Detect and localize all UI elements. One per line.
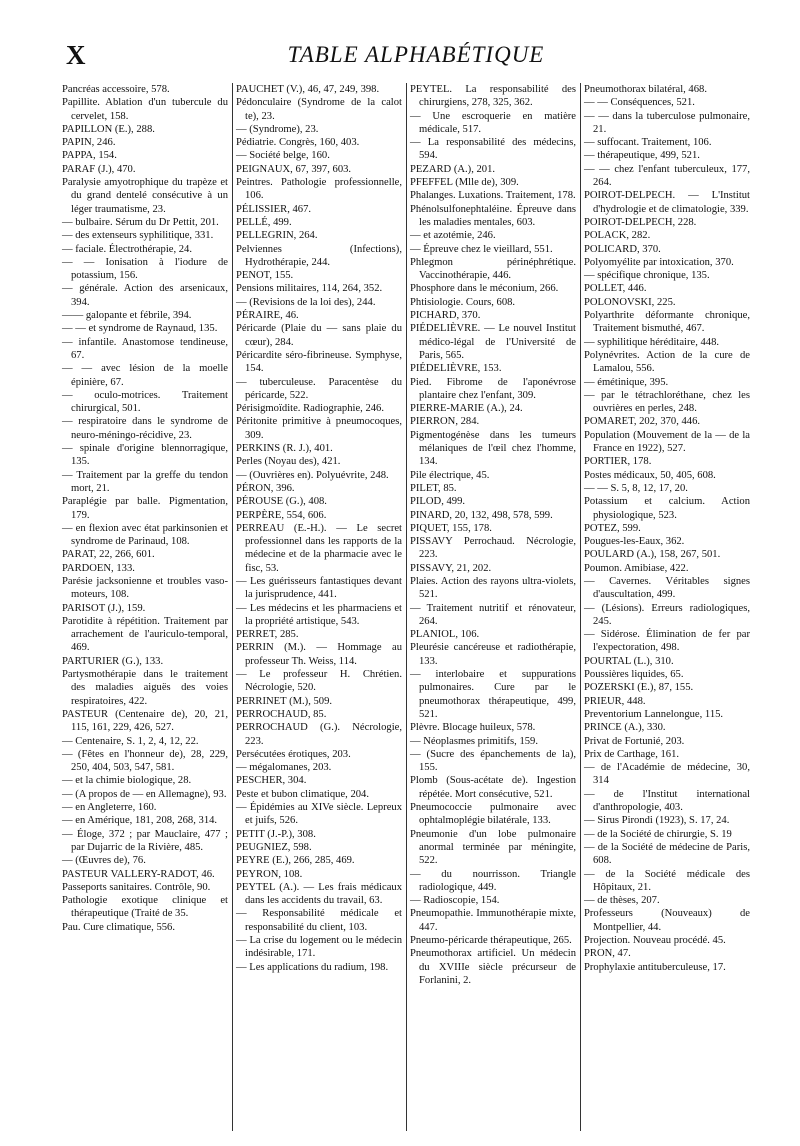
index-entry: Poumon. Amibiase, 422.: [584, 562, 689, 574]
index-entry: — La responsabilité des médecins, 594.: [410, 137, 576, 162]
index-entry: PÉLISSIER, 467.: [236, 203, 312, 215]
index-entry: PÉRAIRE, 46.: [236, 310, 299, 322]
index-entry: — Les guérisseurs fantastiques devant la jurisprudence, 441.: [236, 575, 402, 601]
index-entry: — Épreuve chez le vieillard, 551.: [410, 243, 553, 255]
index-entry: — syphilitique héréditaire, 448.: [584, 336, 720, 348]
index-entry: POLACK, 282.: [584, 230, 651, 242]
index-entry: PARISOT (J.), 159.: [62, 602, 146, 614]
index-entry: — — avec lésion de la moelle épinière, 67.: [62, 363, 228, 388]
index-entry: Pau. Cure climatique, 556.: [62, 921, 175, 933]
index-entry: Potassium et calcium. Action physiologique, 523.: [584, 496, 750, 521]
index-entry: Pneumothorax bilatéral, 468.: [584, 84, 707, 95]
index-entry: — (Œuvres de), 76.: [62, 855, 146, 867]
index-entry: — thérapeutique, 499, 521.: [584, 150, 700, 162]
column-divider: [232, 83, 233, 1131]
index-entry: PIERRE-MARIE (A.), 24.: [410, 403, 523, 415]
index-entry: PISSAVY Perrochaud. Nécrologie, 223.: [410, 536, 576, 561]
index-entry: — (Syndrome), 23.: [236, 123, 319, 135]
index-entry: — (Ouvrières en). Polyuévrite, 248.: [236, 469, 389, 481]
index-entry: POZERSKI (E.), 87, 155.: [584, 682, 694, 694]
index-entry: PESCHER, 304.: [236, 775, 307, 787]
index-entry: — générale. Action des arsenicaux, 394.: [62, 283, 228, 308]
index-entry: — Les médecins et les pharmaciens et la propriété artistique, 543.: [236, 602, 402, 627]
index-entry: PERRET, 285.: [236, 629, 299, 641]
index-entry: Pneumo-péricarde thérapeutique, 265.: [410, 935, 572, 946]
index-entry: Peste et bubon climatique, 204.: [236, 788, 369, 800]
index-entry: Pelviennes (Infections), Hydrothérapie, 244.: [236, 243, 402, 268]
index-entry: Perles (Noyau des), 421.: [236, 456, 341, 468]
index-entry: — en Amérique, 181, 208, 268, 314.: [62, 815, 218, 827]
index-entry: — par le tétrachloréthane, chez les ouvrières en perles, 248.: [584, 389, 750, 415]
index-entry: — (Sucre des épanchements de la), 155.: [410, 748, 576, 774]
index-entry: — — Conséquences, 521.: [584, 97, 695, 109]
index-entry: — (Lésions). Erreurs radiologiques, 245.: [584, 602, 750, 627]
index-entry: Pile électrique, 45.: [410, 469, 490, 481]
index-entry: PRON, 47.: [584, 948, 631, 960]
index-entry: — respiratoire dans le syndrome de neuro-méningo-récidive, 23.: [62, 416, 228, 441]
index-entry: — tuberculeuse. Paracentèse du péricarde, 522.: [236, 376, 402, 401]
index-entry: — en Angleterre, 160.: [62, 802, 157, 814]
index-entry: Prix de Carthage, 161.: [584, 748, 680, 760]
index-entry: Pédiatrie. Congrès, 160, 403.: [236, 137, 360, 149]
index-entry: PAUCHET (V.), 46, 47, 249, 398.: [236, 84, 380, 95]
index-entry: Peintres. Pathologie professionnelle, 106.: [236, 177, 402, 202]
index-entry: Pneumothorax artificiel. Un médecin du XVIIIe siècle précurseur de Forlanini, 2.: [410, 948, 576, 986]
index-entry: PORTIER, 178.: [584, 456, 652, 468]
index-entry: — Radioscopie, 154.: [410, 895, 500, 907]
index-entry: PEYRON, 108.: [236, 868, 303, 880]
index-entry: Plomb (Sous-acétate de). Ingestion répétée. Mort consécutive, 521.: [410, 775, 576, 800]
index-entry: — Néoplasmes primitifs, 159.: [410, 735, 538, 747]
index-entry: — et azotémie, 246.: [410, 230, 496, 242]
index-entry: — bulbaire. Sérum du Dr Pettit, 201.: [62, 216, 219, 228]
index-entry: PIÉDELIÈVRE. — Le nouvel Institut médico-légal de l'Université de Paris, 565.: [410, 323, 576, 361]
index-entry: — de la Société de médecine de Paris, 608.: [584, 841, 750, 867]
index-entry: — Responsabilité médicale et responsabilité du client, 103.: [236, 908, 402, 933]
index-entry: Polyomyélite par intoxication, 370.: [584, 256, 734, 268]
index-entry: — — S. 5, 8, 12, 17, 20.: [584, 482, 688, 494]
index-entry: Périsigmoïdite. Radiographie, 246.: [236, 403, 384, 415]
index-entry: PRINCE (A.), 330.: [584, 722, 666, 734]
index-entry: — Traitement par la greffe du tendon mort, 21.: [62, 469, 228, 494]
index-entry: Péricarde (Plaie du — sans plaie du cœur), 284.: [236, 323, 402, 348]
index-entry: Pneumonie d'un lobe pulmonaire anormal terminée par méningite, 522.: [410, 828, 576, 867]
index-entry: Polyarthrite déformante chronique, Traitement bismuthé, 467.: [584, 310, 750, 335]
index-entry: POLONOVSKI, 225.: [584, 296, 676, 308]
index-entry: — Éloge, 372 ; par Mauclaire, 477 ; par Dujarric de la Rivière, 485.: [62, 828, 228, 853]
index-entry: Pneumococcie pulmonaire avec ophtalmoplégie bilatérale, 133.: [410, 802, 576, 827]
index-entry: Poussières liquides, 65.: [584, 669, 684, 681]
index-entry: Phlegmon périnéphrétique. Vaccinothérapie, 446.: [410, 256, 576, 282]
index-entry: PASTEUR (Centenaire de), 20, 21, 115, 161, 229, 426, 527.: [62, 708, 228, 734]
running-title: TABLE ALPHABÉTIQUE: [287, 42, 545, 67]
index-entry: PILOD, 499.: [410, 496, 466, 508]
index-entry: PASTEUR VALLERY-RADOT, 46.: [62, 868, 215, 880]
index-entry: Passeports sanitaires. Contrôle, 90.: [62, 881, 211, 893]
index-columns: [62, 83, 772, 1133]
index-entry: Persécutées érotiques, 203.: [236, 748, 351, 760]
index-entry: PERROCHAUD, 85.: [236, 708, 327, 720]
index-entry: PARDOEN, 133.: [62, 562, 135, 574]
index-entry: Phosphore dans le méconium, 266.: [410, 283, 559, 295]
index-entry: Pensions militaires, 114, 264, 352.: [236, 283, 383, 295]
index-entry: Pied. Fibrome de l'aponévrose plantaire chez l'enfant, 309.: [410, 376, 576, 401]
index-entry: — du nourrisson. Triangle radiologique, 449.: [410, 868, 576, 893]
index-entry: POURTAL (L.), 310.: [584, 655, 674, 667]
index-entry: Projection. Nouveau procédé. 45.: [584, 935, 726, 946]
index-entry: PARAT, 22, 266, 601.: [62, 549, 155, 561]
index-entry: PIERRON, 284.: [410, 416, 480, 428]
index-entry: — de thèses, 207.: [584, 895, 660, 907]
index-entry: PEZARD (A.), 201.: [410, 163, 496, 175]
index-entry: PELLEGRIN, 264.: [236, 230, 318, 242]
index-entry: PARTURIER (G.), 133.: [62, 655, 164, 667]
index-entry: — spinale d'origine blennorragique, 135.: [62, 443, 228, 468]
index-entry: — (A propos de — en Allemagne), 93.: [62, 788, 227, 800]
page-number: X: [66, 40, 86, 70]
index-entry: POLICARD, 370.: [584, 243, 661, 255]
index-entry: Plèvre. Blocage huileux, 578.: [410, 722, 536, 734]
index-entry: — Une escroquerie en matière médicale, 517.: [410, 110, 576, 135]
index-entry: Paraplégie par balle. Pigmentation, 179.: [62, 496, 228, 521]
index-entry: PERROCHAUD (G.). Nécrologie, 223.: [236, 722, 402, 747]
index-entry: POLLET, 446.: [584, 283, 647, 295]
index-entry: PAPILLON (E.), 288.: [62, 123, 155, 135]
index-entry: — de la Société médicale des Hôpitaux, 21.: [584, 868, 750, 893]
index-entry: PERREAU (E.-H.). — Le secret professionnel dans les rapports de la médecine et de la pharmacie avec le fisc, 53.: [236, 522, 402, 574]
index-entry: PERRINET (M.), 509.: [236, 695, 333, 707]
index-entry: — La crise du logement ou le médecin indésirable, 171.: [236, 935, 402, 960]
index-entry: PIQUET, 155, 178.: [410, 522, 492, 534]
index-entry: Phtisiologie. Cours, 608.: [410, 296, 516, 308]
index-entry: PFEFFEL (Mlle de), 309.: [410, 177, 519, 189]
index-entry: Polynévrites. Action de la cure de Lamalou, 556.: [584, 349, 750, 375]
index-entry: PRIEUR, 448.: [584, 695, 646, 707]
index-entry: — — Ionisation à l'iodure de potassium, 156.: [62, 256, 228, 282]
index-entry: Papillite. Ablation d'un tubercule du cervelet, 158.: [62, 97, 228, 122]
index-entry: PERPÈRE, 554, 606.: [236, 509, 327, 521]
index-entry: Péritonite primitive à pneumocoques, 309.: [236, 416, 402, 441]
index-entry: Pneumopathie. Immunothérapie mixte, 447.: [410, 908, 576, 933]
index-entry: — Épidémies au XIVe siècle. Lepreux et juifs, 526.: [236, 802, 402, 827]
index-entry: Parésie jacksonienne et troubles vaso-moteurs, 108.: [62, 575, 228, 601]
index-entry: — — et syndrome de Raynaud, 135.: [62, 323, 218, 335]
index-entry: — des extenseurs syphilitique, 331.: [62, 230, 214, 242]
index-entry: — Sidérose. Élimination de fer par l'expectoration, 498.: [584, 629, 750, 654]
index-entry: —— galopante et fébrile, 394.: [62, 310, 192, 322]
index-column-3: [410, 83, 576, 1133]
index-entry: PERRIN (M.). — Hommage au professeur Th. Weiss, 114.: [236, 642, 402, 667]
index-entry: PENOT, 155.: [236, 270, 294, 282]
index-entry: Paralysie amyotrophique du trapèze et du grand dentelé consécutive à un léger traumatisme, 23.: [62, 177, 228, 215]
index-entry: — et la chimie biologique, 28.: [62, 775, 192, 787]
index-entry: — de l'Institut international d'anthropologie, 403.: [584, 788, 750, 814]
index-entry: POTEZ, 599.: [584, 522, 641, 534]
index-column-4: [584, 83, 750, 1133]
index-entry: PEYTEL. La responsabilité des chirurgiens, 278, 325, 362.: [410, 84, 576, 109]
index-entry: Preventorium Lannelongue, 115.: [584, 708, 724, 720]
page-header: [66, 36, 766, 76]
index-entry: Privat de Fortunié, 203.: [584, 735, 685, 747]
index-entry: PELLÉ, 499.: [236, 216, 292, 228]
index-entry: PÉROUSE (G.), 408.: [236, 496, 327, 508]
index-entry: Péricardite séro-fibrineuse. Symphyse, 154.: [236, 349, 402, 375]
index-entry: — faciale. Électrothérapie, 24.: [62, 243, 193, 255]
index-entry: — interlobaire et suppurations pulmonaires. Cure par le pneumothorax thérapeutique, 499, 521.: [410, 669, 576, 720]
index-entry: Pougues-les-Eaux, 362.: [584, 536, 685, 548]
index-entry: PICHARD, 370.: [410, 310, 481, 322]
index-entry: — Les applications du radium, 198.: [236, 961, 389, 973]
index-column-2: [236, 83, 402, 1133]
index-entry: PINARD, 20, 132, 498, 578, 599.: [410, 509, 553, 521]
index-entry: Pathologie exotique clinique et thérapeutique (Traité de 35.: [62, 895, 228, 920]
index-entry: PEIGNAUX, 67, 397, 603.: [236, 163, 352, 175]
index-entry: Population (Mouvement de la — de la France en 1922), 527.: [584, 429, 750, 455]
index-entry: — (Fêtes en l'honneur de), 28, 229, 250, 404, 503, 547, 581.: [62, 748, 228, 774]
index-column-1: [62, 83, 228, 1133]
index-entry: PLANIOL, 106.: [410, 629, 480, 641]
index-entry: POMARET, 202, 370, 446.: [584, 416, 701, 428]
index-entry: POIROT-DELPECH. — L'Institut d'hydrologie et de climatologie, 339.: [584, 190, 750, 215]
index-entry: PISSAVY, 21, 202.: [410, 562, 492, 574]
index-entry: — suffocant. Traitement, 106.: [584, 137, 712, 149]
index-entry: PETIT (J.-P.), 308.: [236, 828, 316, 840]
index-entry: — Société belge, 160.: [236, 150, 330, 162]
index-entry: PÉRON, 396.: [236, 482, 295, 494]
index-entry: POIROT-DELPECH, 228.: [584, 216, 697, 228]
index-entry: PEUGNIEZ, 598.: [236, 841, 312, 853]
index-entry: — Sirus Pirondi (1923), S. 17, 24.: [584, 815, 730, 827]
index-entry: Pleurésie cancéreuse et radiothérapie, 133.: [410, 642, 576, 667]
index-entry: — Le professeur H. Chrétien. Nécrologie, 520.: [236, 669, 402, 694]
index-entry: Pédonculaire (Syndrome de la calot te), 23.: [236, 97, 402, 122]
index-entry: PERKINS (R. J.), 401.: [236, 443, 333, 455]
index-entry: — de la Société de chirurgie, S. 19: [584, 828, 732, 840]
index-entry: — Centenaire, S. 1, 2, 4, 12, 22.: [62, 735, 199, 747]
index-entry: Parotidite à répétition. Traitement par arrachement de l'auriculo-temporal, 469.: [62, 615, 228, 654]
index-entry: POULARD (A.), 158, 267, 501.: [584, 549, 721, 561]
index-entry: Postes médicaux, 50, 405, 608.: [584, 469, 716, 481]
index-entry: — (Revisions de la loi des), 244.: [236, 296, 376, 308]
index-entry: PARAF (J.), 470.: [62, 163, 136, 175]
index-entry: — Cavernes. Véritables signes d'auscultation, 499.: [584, 575, 750, 601]
column-divider: [580, 83, 581, 1131]
index-entry: PEYTEL (A.). — Les frais médicaux dans les accidents du travail, 63.: [236, 881, 402, 907]
index-entry: — émétinique, 395.: [584, 376, 669, 388]
index-entry: Prophylaxie antituberculeuse, 17.: [584, 961, 726, 973]
index-entry: — spécifique chronique, 135.: [584, 270, 710, 282]
index-entry: Phénolsulfonephtaléine. Épreuve dans les maladies mentales, 603.: [410, 203, 576, 228]
index-entry: — — dans la tuberculose pulmonaire, 21.: [584, 110, 750, 135]
index-entry: — en flexion avec état parkinsonien et syndrome de Parinaud, 108.: [62, 522, 228, 548]
index-entry: Pigmentogénèse dans les tumeurs mélaniques de l'œil chez l'homme, 134.: [410, 429, 576, 468]
index-entry: Plaies. Action des rayons ultra-violets, 521.: [410, 575, 576, 601]
column-divider: [406, 83, 407, 1131]
index-entry: PILET, 85.: [410, 482, 457, 494]
index-entry: PIÉDELIÈVRE, 153.: [410, 363, 502, 375]
index-entry: — de l'Académie de médecine, 30, 314: [584, 762, 750, 787]
index-entry: — mégalomanes, 203.: [236, 762, 332, 774]
index-entry: — oculo-motrices. Traitement chirurgical, 501.: [62, 389, 228, 415]
index-entry: PAPPA, 154.: [62, 150, 117, 162]
index-entry: Professeurs (Nouveaux) de Montpellier, 44.: [584, 908, 750, 933]
index-entry: Partysmothérapie dans le traitement des maladies aiguës des voies respiratoires, 422.: [62, 669, 228, 707]
index-entry: — — chez l'enfant tuberculeux, 177, 264.: [584, 163, 750, 189]
index-entry: Pancréas accessoire, 578.: [62, 84, 170, 95]
index-entry: Phalanges. Luxations. Traitement, 178.: [410, 190, 576, 202]
index-entry: — infantile. Anastomose tendineuse, 67.: [62, 336, 228, 361]
index-entry: — Traitement nutritif et rénovateur, 264.: [410, 602, 576, 627]
index-entry: PAPIN, 246.: [62, 137, 116, 149]
index-entry: PEYRE (E.), 266, 285, 469.: [236, 855, 355, 867]
